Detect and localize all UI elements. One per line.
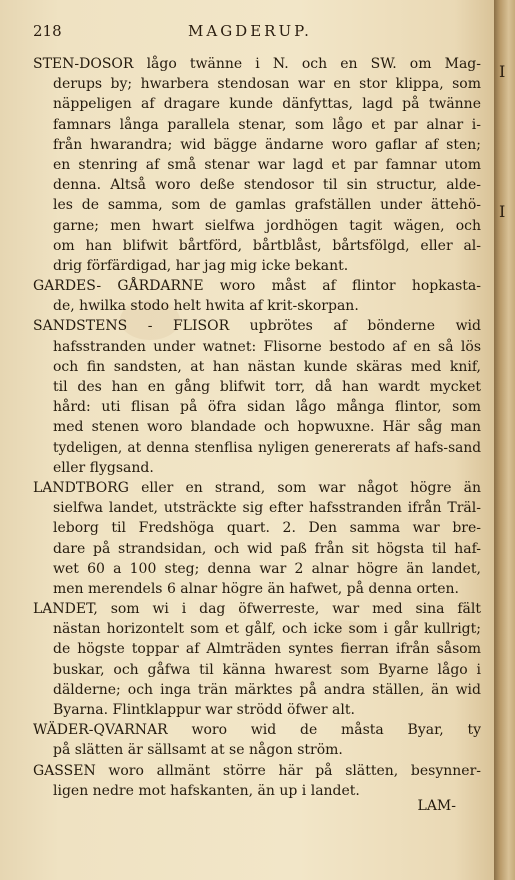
paragraph-gassen xyxy=(33,761,481,801)
text-line: från hwarandra; wid bägge ändarne woro gaflar af sten; xyxy=(53,136,481,153)
text-line: GASSEN woro allmänt större här på slätten, besynner- xyxy=(33,762,481,779)
running-head: MAGDERUP. xyxy=(188,22,312,40)
text-line: hård: uti flisan på öfra sidan lågo många flintor, som xyxy=(53,399,481,416)
text-line: WÄDER-QVARNAR woro wid de måsta Byar, ty xyxy=(33,722,481,739)
text-line: til des han en gång blifwit torr, då han wardt mycket xyxy=(53,379,481,395)
text-line: dälderne; och inga trän märktes på andra ställen, än wid xyxy=(53,681,481,698)
text-line: buskar, och gåfwa til känna hwarest som Byarne lågo i xyxy=(53,661,481,678)
text-line: LANDTBORG eller en strand, som war något högre än xyxy=(33,479,481,496)
body-text xyxy=(33,54,481,801)
text-line: leborg til Fredshöga quart. 2. Den samma war bre- xyxy=(53,520,481,537)
text-line: en stenring af små stenar war lagd et par famnar utom xyxy=(53,156,481,173)
text-line: LANDET, som wi i dag öfwerreste, war med sina fält xyxy=(33,601,481,618)
text-line: eller flygsand. xyxy=(53,459,154,476)
text-line: Byarna. Flintklappur war strödd öfwer alt. xyxy=(53,702,355,718)
text-line: med stenen woro blandade och hopwuxne. Här såg man xyxy=(53,419,481,436)
text-line: på slätten är sällsamt at se någon ström. xyxy=(53,742,343,759)
text-line: famnars långa parallela stenar, som lågo et par alnar i- xyxy=(53,116,481,133)
text-line: tydeligen, at denna stenflisa nyligen genererats af hafs-sand xyxy=(53,439,481,456)
paragraph-sandstens-flisor xyxy=(33,316,481,478)
text-line: och fin sandsten, at han nästan kunde skäras med knif, xyxy=(53,358,481,375)
gutter-mark: I xyxy=(499,62,506,81)
text-line: garne; men hwart sielfwa jordhögen tagit wägen, och xyxy=(53,217,481,234)
paragraph-gardes-gardarne xyxy=(33,276,481,316)
text-line: näppeligen af dragare kunde dänfyttas, lagd på twänne xyxy=(53,96,481,113)
page-header xyxy=(33,18,483,42)
gutter-mark: I xyxy=(499,202,506,221)
text-line: GARDES- GÅRDARNE woro måst af flintor hopkasta- xyxy=(33,278,481,295)
text-line: derups by; hwarbera stendosan war en stor klippa, som xyxy=(53,76,481,93)
text-line: de högste toppar af Almträden syntes fierran ifrån såsom xyxy=(53,641,481,658)
text-line: STEN-DOSOR lågo twänne i N. och en SW. om Mag- xyxy=(33,56,481,72)
text-line: nästan horizontelt som et gålf, och icke som i går kullrigt; xyxy=(53,621,481,638)
text-line: dare på strandsidan, och wid paß från sit högsta til haf- xyxy=(53,540,481,557)
text-line: ligen nedre mot hafskanten, än up i landet. xyxy=(53,782,360,799)
page-number: 218 xyxy=(33,22,62,40)
text-line: men merendels 6 alnar högre än hafwet, på denna orten. xyxy=(53,580,459,597)
paragraph-sten-dosor xyxy=(33,54,481,276)
catchword: LAM- xyxy=(417,798,456,814)
text-line: om han blifwit bårtförd, bårtblåst, bårtsfölgd, eller al- xyxy=(53,237,481,254)
book-gutter xyxy=(494,0,515,880)
text-line: de, hwilka stodo helt hwita af krit-skorpan. xyxy=(53,298,359,315)
text-line: les de samma, som de gamlas grafställen under ättehö- xyxy=(53,197,481,214)
text-line: sielfwa landet, utsträckte sig efter hafsstranden ifrån Träl- xyxy=(53,500,481,517)
text-line: wet 60 a 100 steg; denna war 2 alnar högre än landet, xyxy=(53,560,481,577)
paragraph-landet xyxy=(33,599,481,720)
text-line: hafsstranden under watnet: Flisorne bestodo af en så lös xyxy=(53,338,481,355)
text-line: denna. Altså woro deße stendosor til sin structur, alde- xyxy=(53,177,481,194)
text-line: SANDSTENS - FLISOR upbrötes af bönderne wid xyxy=(33,318,481,335)
paragraph-landtborg xyxy=(33,478,481,599)
text-line: drig förfärdigad, har jag mig icke bekant. xyxy=(53,257,349,274)
paragraph-wader-qvarnar xyxy=(33,720,481,760)
